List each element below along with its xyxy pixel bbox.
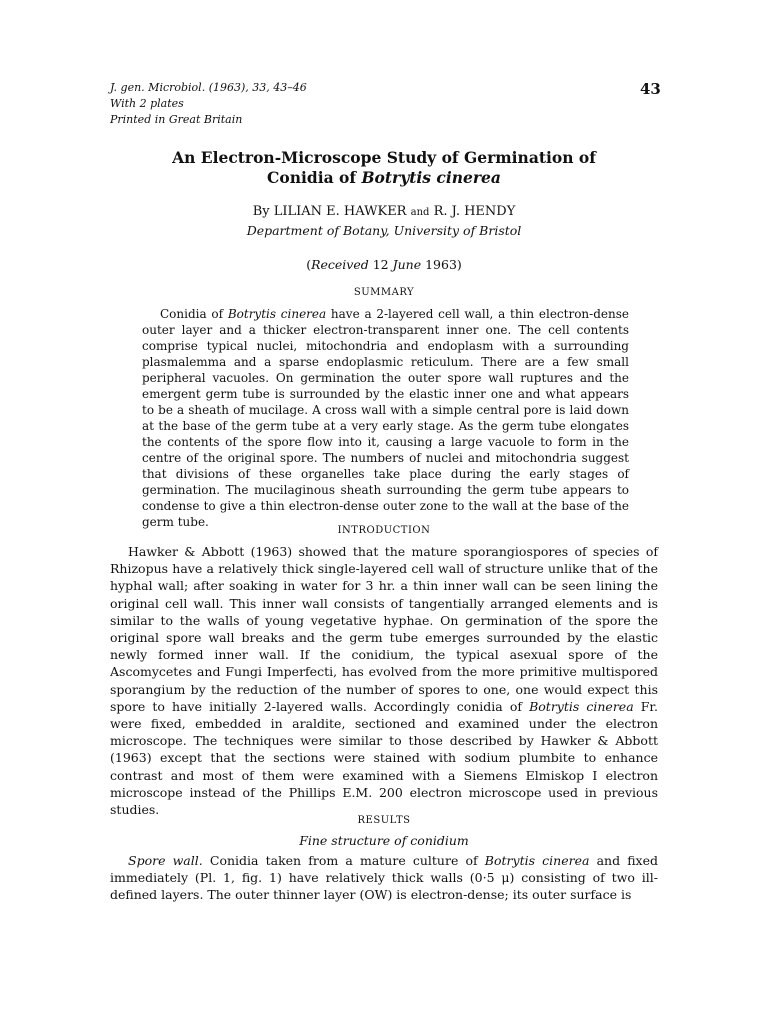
received-month: June	[392, 257, 422, 272]
intro-seg-1: Hawker & Abbott (1963) showed that the mature sporangiospores of species of Rhizopus have a relatively thick single-layered cell wall of structure unlike that of the hyphal wall; after soaking in water for 3 hr. a thin inner wall can be seen lining the original cell wall. This inner wall consists of tangentially arranged elements and is similar to the walls of young vegetative hyphae. On germination of the spore the original spore wall breaks and the germ tube emerges surrounded by the elastic newly formed inner wall. If the conidium, the typical asexual spore of the Ascomycetes and Fungi Imperfecti, has evolved from the more primitive multispored sporangium by the reduction of the number of spores to one, one would expect this spore to have initially 2-layered walls. Accordingly conidia of	[110, 544, 658, 714]
title-line-2	[110, 168, 658, 188]
introduction-heading: INTRODUCTION	[337, 525, 431, 536]
intro-seg-2: Fr. were fixed, embedded in araldite, sectioned and examined under the electron microscope. The techniques were similar to those described by Hawker & Abbott (1963) except that the sections were stained with sodium plumbite to enhance contrast and most of them were examined with a Siemens Elmiskop I electron microscope instead of the Phillips E.M. 200 electron microscope used in previous studies.	[110, 698, 658, 818]
author-2: R. J. HENDY	[433, 204, 516, 219]
introduction-text	[110, 543, 658, 818]
author-line	[110, 204, 658, 219]
results-lead: Spore wall.	[128, 853, 203, 868]
summary-seg-1: Conidia of	[160, 307, 228, 321]
intro-species: Botrytis cinerea	[529, 698, 634, 714]
received-day: 12	[368, 257, 393, 272]
author-1: LILIAN E. HAWKER	[273, 204, 407, 219]
page-number: 43	[640, 80, 661, 98]
title-line-1: An Electron-Microscope Study of Germination of	[172, 148, 596, 167]
results-species: Botrytis cinerea	[484, 853, 590, 868]
summary-heading: SUMMARY	[353, 287, 415, 298]
title-line-2-prefix: Conidia of	[267, 168, 362, 187]
journal-line-3: Printed in Great Britain	[110, 113, 243, 126]
received-date	[110, 257, 658, 272]
journal-line-2: With 2 plates	[110, 97, 184, 110]
results-seg-2: and fixed immediately (Pl. 1, fig. 1) have relatively thick walls (0·5 μ) consisting of two ill-defined layers. The outer thinner layer (OW) is electron-dense; its outer surface is	[110, 853, 658, 903]
journal-line-1: J. gen. Microbiol. (1963), 33, 43–46	[110, 81, 307, 94]
journal-citation	[110, 80, 307, 128]
received-year: 1963)	[421, 257, 462, 272]
author-by: By	[252, 204, 270, 219]
received-open: (	[306, 257, 312, 272]
results-text	[110, 852, 658, 904]
summary-seg-2: have a 2-layered cell wall, a thin electron-dense outer layer and a thicker electron-transparent inner one. The cell contents comprise typical nuclei, mitochondria and endoplasm with a surrounding plasmalemma and a sparse endoplasmic reticulum. There are a few small peripheral vacuoles. On germination the outer spore wall ruptures and the emergent germ tube is surrounded by the elastic inner one and what appears to be a sheath of mucilage. A cross wall with a simple central pore is laid down at the base of the germ tube at a very early stage. As the germ tube elongates the contents of the spore flow into it, causing a large vacuole to form in the centre of the original spore. The numbers of nuclei and mitochondria suggest that divisions of these organelles take place during the early stages of germination. The mucilaginous sheath surrounding the germ tube appears to condense to give a thin electron-dense outer zone to the wall at the base of the germ tube.	[142, 307, 629, 529]
summary-text	[142, 306, 629, 530]
affiliation: Department of Botany, University of Bristol	[246, 223, 522, 238]
author-and: and	[410, 207, 430, 218]
results-heading: RESULTS	[357, 815, 411, 826]
results-subheading: Fine structure of conidium	[299, 833, 469, 848]
title-species-name: Botrytis cinerea	[361, 168, 501, 187]
article-title	[110, 148, 658, 188]
received-label: Received	[311, 257, 369, 272]
summary-species: Botrytis cinerea	[227, 307, 327, 321]
results-seg-1: Conidia taken from a mature culture of	[202, 853, 485, 868]
